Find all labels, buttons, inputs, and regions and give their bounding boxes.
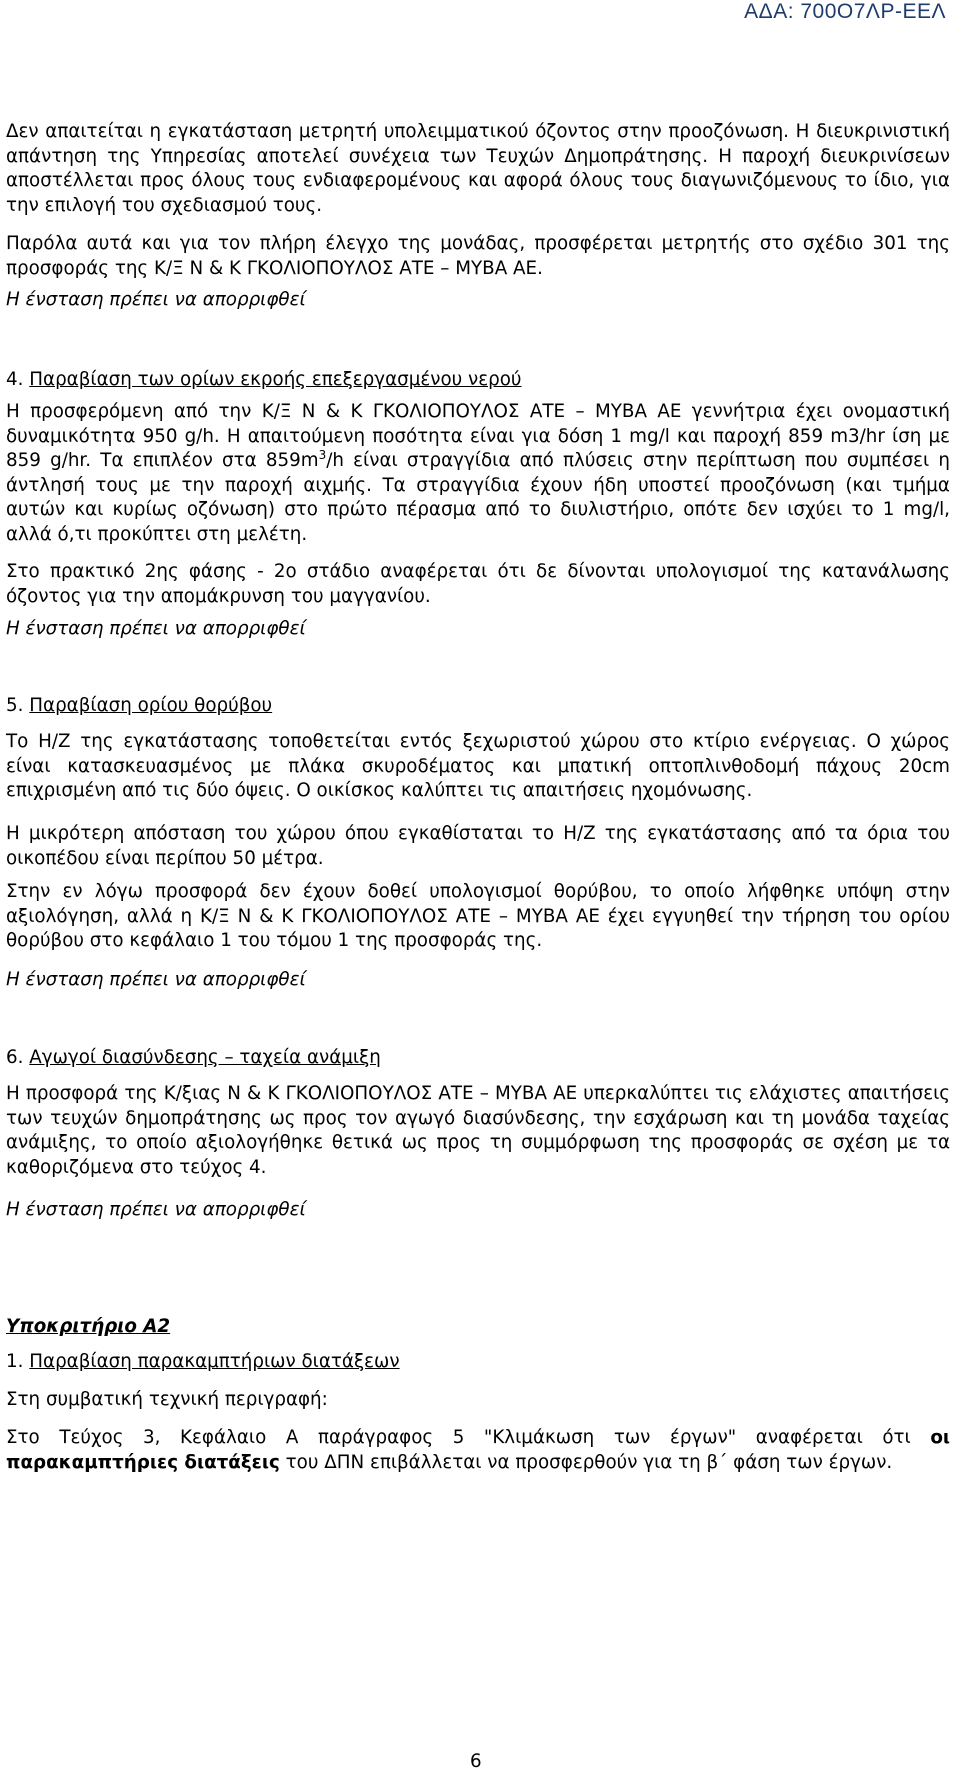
section-5-title: Παραβίαση ορίου θορύβου [29,695,273,716]
section-6-verdict: Η ένσταση πρέπει να απορριφθεί [6,1199,306,1220]
a2-bold-phrase: οι παρακαμπτήριες διατάξεις [6,1427,950,1473]
intro-paragraph-2: Παρόλα αυτά και για τον πλήρη έλεγχο της μονάδας, προσφέρεται μετρητής στο σχέδιο 301 της προσφοράς της Κ/Ξ Ν & Κ ΓΚΟΛΙΟΠΟΥΛΟΣ ΑΤΕ – ΜΥΒΑ ΑΕ. [6,233,950,279]
section-5-paragraph-1: Το Η/Ζ της εγκατάστασης τοποθετείται εντός ξεχωριστού χώρου στο κτίριο ενέργειας. Ο χώρος είναι κατασκευασμένος με πλάκα σκυροδέματος και μπατική οπτοπλινθοδομή πάχους 20cm επιχρισμένη από τις δύο όψεις. Ο οικίσκος καλύπτει τις απαιτήσεις ηχομόνωσης. [6,731,950,801]
section-6-title: Αγωγοί διασύνδεσης – ταχεία ανάμιξη [29,1047,381,1068]
section-6-paragraph-1: Η προσφορά της Κ/ξιας Ν & Κ ΓΚΟΛΙΟΠΟΥΛΟΣ ΑΤΕ – ΜΥΒΑ ΑΕ υπερκαλύπτει τις ελάχιστες απαιτήσεις των τευχών δημοπράτησης ως προς τον αγωγό διασύνδεσης, την εσχάρωση και τη μονάδα ταχείας ανάμιξης, το οποίο αξιολογήθηκε θετικά ως προς τη συμμόρφωση της προσφοράς σε σχέση με τα καθοριζόμενα στο τεύχος 4. [6,1083,950,1178]
a2-item-1-title: Παραβίαση παρακαμπτήριων διατάξεων [29,1351,400,1372]
section-4-title: Παραβίαση των ορίων εκροής επεξεργασμένου νερού [29,369,522,390]
a2-line-1: Στη συμβατική τεχνική περιγραφή: [6,1389,328,1410]
a2-item-1-heading: 1. Παραβίαση παρακαμπτήριων διατάξεων [6,1351,400,1372]
ada-code: ΑΔΑ: 700Ο7ΛΡ-ΕΕΛ [744,0,946,23]
section-6-heading: 6. Αγωγοί διασύνδεσης – ταχεία ανάμιξη [6,1047,381,1068]
section-5-paragraph-3: Στην εν λόγω προσφορά δεν έχουν δοθεί υπολογισμοί θορύβου, το οποίο λήφθηκε υπόψη στην αξιολόγηση, αλλά η Κ/Ξ Ν & Κ ΓΚΟΛΙΟΠΟΥΛΟΣ ΑΤΕ – ΜΥΒΑ ΑΕ έχει εγγυηθεί την τήρηση του ορίου θορύβου στο κεφάλαιο 1 του τόμου 1 της προσφοράς της. [6,881,950,951]
page-number: 6 [470,1751,482,1772]
intro-verdict: Η ένσταση πρέπει να απορριφθεί [6,289,306,310]
section-4-paragraph-2: Στο πρακτικό 2ης φάσης - 2ο στάδιο αναφέρεται ότι δε δίνονται υπολογισμοί της κατανάλωσης όζοντος για την απομάκρυνση του μαγγανίου. [6,561,950,607]
subcriterion-a2-title: Υποκριτήριο Α2 [6,1316,171,1337]
section-5-heading: 5. Παραβίαση ορίου θορύβου [6,695,273,716]
section-4-paragraph-1: Η προσφερόμενη από την Κ/Ξ Ν & Κ ΓΚΟΛΙΟΠΟΥΛΟΣ ΑΤΕ – ΜΥΒΑ ΑΕ γεννήτρια έχει ονομαστική δυναμικότητα 950 g/h. Η απαιτούμενη ποσότητα είναι για δόση 1 mg/l και παροχή 859 m3/hr ίση με 859 g/hr. Τα επιπλέον στα $859m^3/h$ είναι στραγγίδια από πλύσεις στην περίπτωση που συμπέσει η άντλησή τους με την παροχή αιχμής. Τα στραγγίδια έχουν ήδη υποστεί προοζόνωση (και τμήμα αυτών και κυρίως οζόνωση) στο πρώτο πέρασμα από το διυλιστήριο, οπότε δεν ισχύει το 1 mg/l, αλλά ό,τι προκύπτει στη μελέτη. [6,401,950,545]
section-4-heading: 4. Παραβίαση των ορίων εκροής επεξεργασμένου νερού [6,369,522,390]
a2-paragraph: Στο Τεύχος 3, Κεφάλαιο Α παράγραφος 5 "Κλιμάκωση των έργων" αναφέρεται ότι οι παρακαμπτήριες διατάξεις του ΔΠΝ επιβάλλεται να προσφερθούν για τη β΄ φάση των έργων. [6,1427,950,1473]
section-5-verdict: Η ένσταση πρέπει να απορριφθεί [6,969,306,990]
section-5-paragraph-2: Η μικρότερη απόσταση του χώρου όπου εγκαθίσταται το Η/Ζ της εγκατάστασης από τα όρια του οικοπέδου είναι περίπου 50 μέτρα. [6,823,950,869]
intro-paragraph-1: Δεν απαιτείται η εγκατάσταση μετρητή υπολειμματικού όζοντος στην προοζόνωση. Η διευκρινιστική απάντηση της Υπηρεσίας αποτελεί συνέχεια των Τευχών Δημοπράτησης. Η παροχή διευκρινίσεων αποστέλλεται προς όλους τους ενδιαφερομένους και αφορά όλους τους διαγωνιζόμενους το ίδιο, για την επιλογή του σχεδιασμού τους. [6,121,950,216]
section-4-verdict: Η ένσταση πρέπει να απορριφθεί [6,618,306,639]
